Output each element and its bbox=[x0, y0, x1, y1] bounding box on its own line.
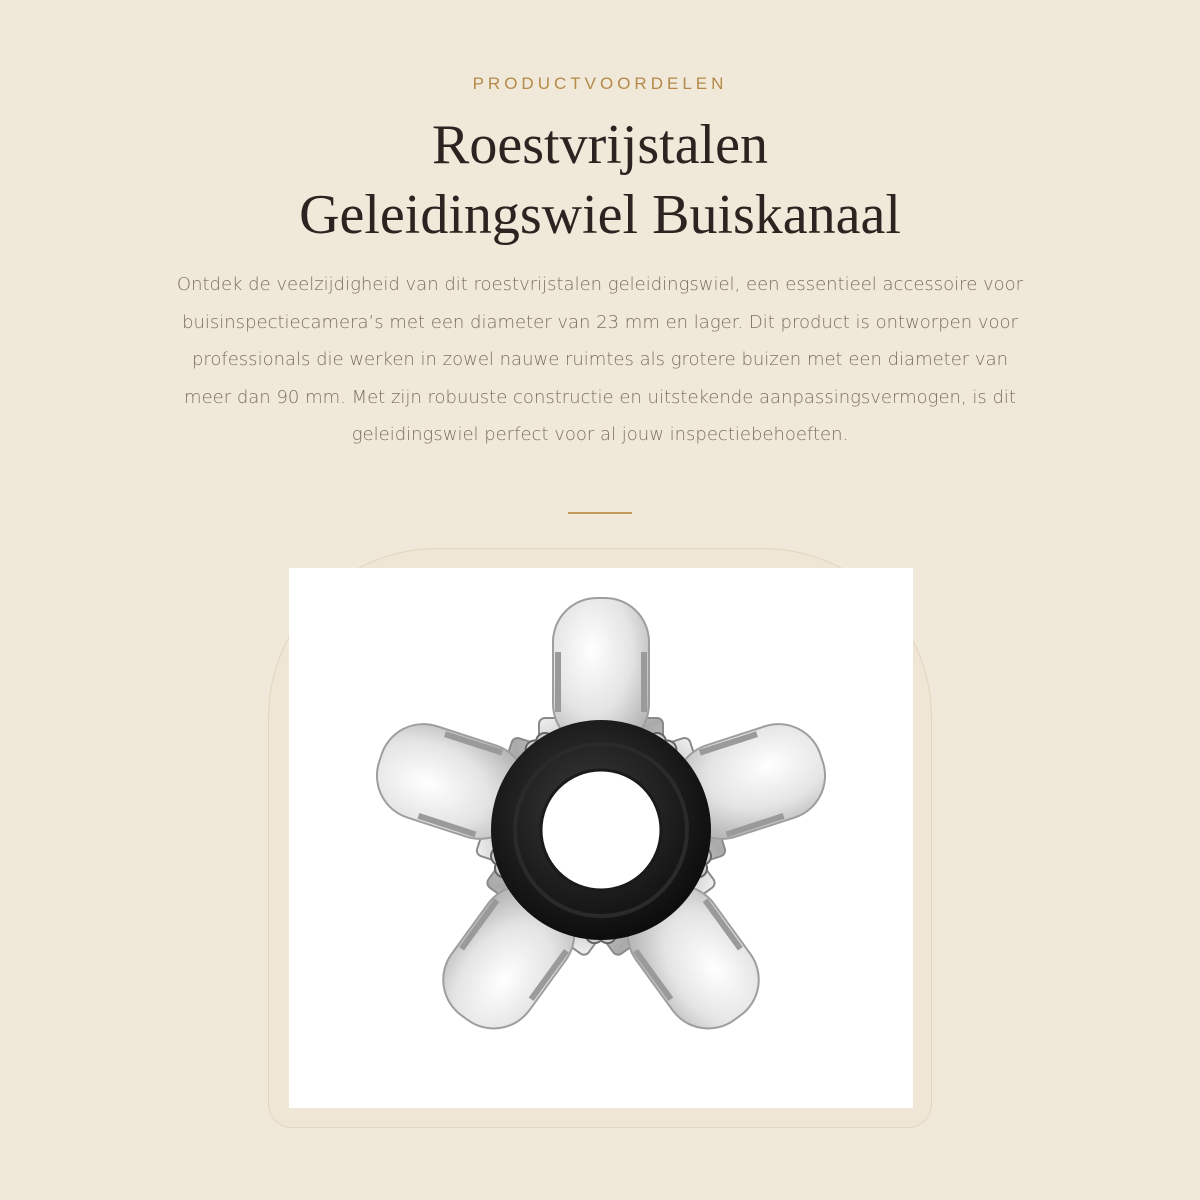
accent-divider bbox=[568, 512, 632, 514]
page-title bbox=[0, 110, 1200, 250]
section-eyebrow: PRODUCTVOORDELEN bbox=[472, 74, 728, 93]
title-line-1: Roestvrijstalen bbox=[432, 114, 768, 176]
product-description: Ontdek de veelzijdigheid van dit roestvrijstalen geleidingswiel, een essentieel accessoire voor buisinspectiecamera’s met een diameter van 23 mm en lager. Dit product is ontworpen voor professionals die werken in zowel nauwe ruimtes als grotere buizen met een diameter van meer dan 90 mm. Met zijn robuuste constructie en uitstekende aanpassingsvermogen, is dit geleidingswiel perfect voor al jouw inspectiebehoeften. bbox=[176, 274, 1024, 445]
guide-wheel-icon bbox=[289, 568, 913, 1108]
title-line-2: Geleidingswiel Buiskanaal bbox=[299, 184, 901, 246]
product-photo bbox=[289, 568, 913, 1108]
